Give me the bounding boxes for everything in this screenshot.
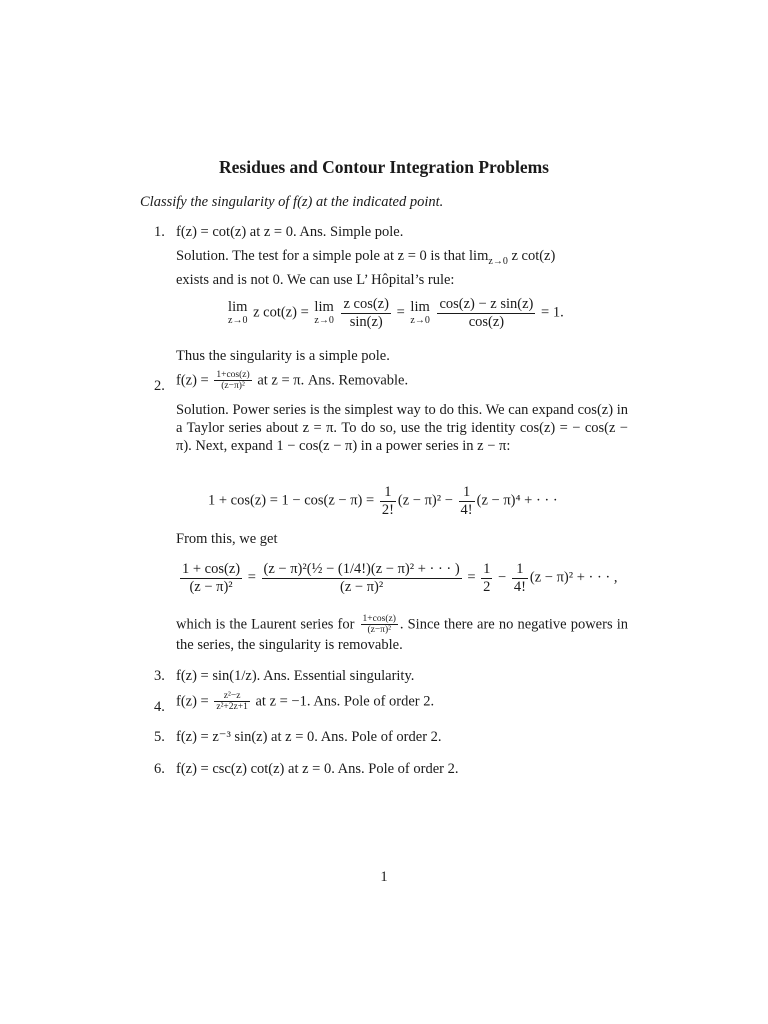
solution-paragraph: Solution. Power series is the simplest way to do this. We can expand cos(z) in a Taylor series about z = π. To do so, use the trig identity cos(z) = − cos(z − π). Next, expand 1 − cos(z − π) in a power series in z − π: xyxy=(176,402,628,454)
display-equation: 1 + cos(z) = 1 − cos(z − π) = $\frac{1}{2!}$ (z − π)² − $\frac{1}{4!}$ (z − π)⁴ + · · · xyxy=(208,484,558,518)
fraction: $\frac{\text{z cos(z)}}{\sin(z)}$ xyxy=(343,296,389,330)
page-title: Residues and Contour Integration Problems xyxy=(219,157,549,177)
problem-statement: f(z) = csc(z) cot(z) at z = 0. Ans. Pole of order 2. xyxy=(176,761,459,777)
problem-statement: f(z) = $\frac{\text{z²−z}}{\text{z²+2z+1}}$ at z = −1. Ans. Pole of order 2. xyxy=(176,691,435,713)
fraction: $\frac{\text{(z − π)²(½ − (1/4!)(z − π)² + · · · )}}{\text{(z − π)²}}$ xyxy=(263,561,460,595)
instruction-text: Classify the singularity of f(z) at the indicated point. xyxy=(140,194,444,210)
limit-subscript: z→0 xyxy=(488,255,508,267)
transition-text: From this, we get xyxy=(176,531,278,547)
fraction: $\frac{\text{cos(z) − z sin(z)}}{\cos(z)}$ xyxy=(439,296,534,330)
fraction: $\frac{1}{2!}$ xyxy=(381,484,394,518)
limit-operator: lim z→0 xyxy=(410,299,430,326)
page-number: 1 xyxy=(380,869,388,885)
equation-term: = 1. xyxy=(541,304,564,321)
problem-number: 4. xyxy=(154,699,165,715)
problem-number: 6. xyxy=(154,761,165,777)
fraction: $\frac{1}{4!}$ xyxy=(460,484,473,518)
solution-text: exists and is not 0. We can use L’ Hôpital’s rule: xyxy=(176,271,455,288)
equation-term: z cot(z) = xyxy=(253,304,309,321)
fraction: $\frac{\text{z²−z}}{\text{z²+2z+1}}$ xyxy=(216,691,248,713)
fraction: $\frac{1 + \cos(z)}{\text{(z − π)²}}$ xyxy=(182,561,241,595)
conclusion-text: Thus the singularity is a simple pole. xyxy=(176,348,390,364)
solution-paragraph xyxy=(176,247,628,289)
problem-number: 3. xyxy=(154,668,165,684)
display-equation: $\frac{1 + \cos(z)}{\text{(z − π)²}}$ = $\frac{\text{(z − π)²(½ − (1/4!)(z − π)² + · · · )}}{\text{(z − π)²}}$ = $\frac{1}{2}$ − $\frac{1}{4!}$ (z − π)² + · · · , xyxy=(182,561,618,595)
limit-operator: lim z→0 xyxy=(314,299,334,326)
problem-statement: f(z) = sin(1/z). Ans. Essential singularity. xyxy=(176,668,415,684)
problem-number: 5. xyxy=(154,729,165,745)
fraction: $\frac{1+\cos(z)}{\text{(z−π)²}}$ xyxy=(362,614,396,636)
equals-sign: = xyxy=(396,304,405,321)
display-equation xyxy=(226,296,564,330)
problem-statement: f(z) = cot(z) at z = 0. Ans. Simple pole. xyxy=(176,224,404,240)
problem-number: 2. xyxy=(154,378,165,394)
fraction: $\frac{1}{2}$ xyxy=(483,561,491,595)
solution-text: Solution. The test for a simple pole at z = 0 is that lim xyxy=(176,248,489,264)
problem-statement: f(z) = $\frac{1+\cos(z)}{\text{(z−π)²}}$ at z = π. Ans. Removable. xyxy=(176,370,409,392)
laurent-paragraph: which is the Laurent series for $\frac{1+\cos(z)}{\text{(z−π)²}}$ . Since there are no negative powers in the series, the singularity is removable. xyxy=(176,614,628,653)
problem-statement: f(z) = z⁻³ sin(z) at z = 0. Ans. Pole of order 2. xyxy=(176,729,442,745)
limit-operator: lim z→0 xyxy=(228,299,248,326)
fraction: $\frac{1}{4!}$ xyxy=(513,561,526,595)
fraction: $\frac{1+\cos(z)}{\text{(z−π)²}}$ xyxy=(216,370,250,392)
limit-expression: z cot(z) xyxy=(511,248,556,264)
problem-number: 1. xyxy=(154,224,165,240)
